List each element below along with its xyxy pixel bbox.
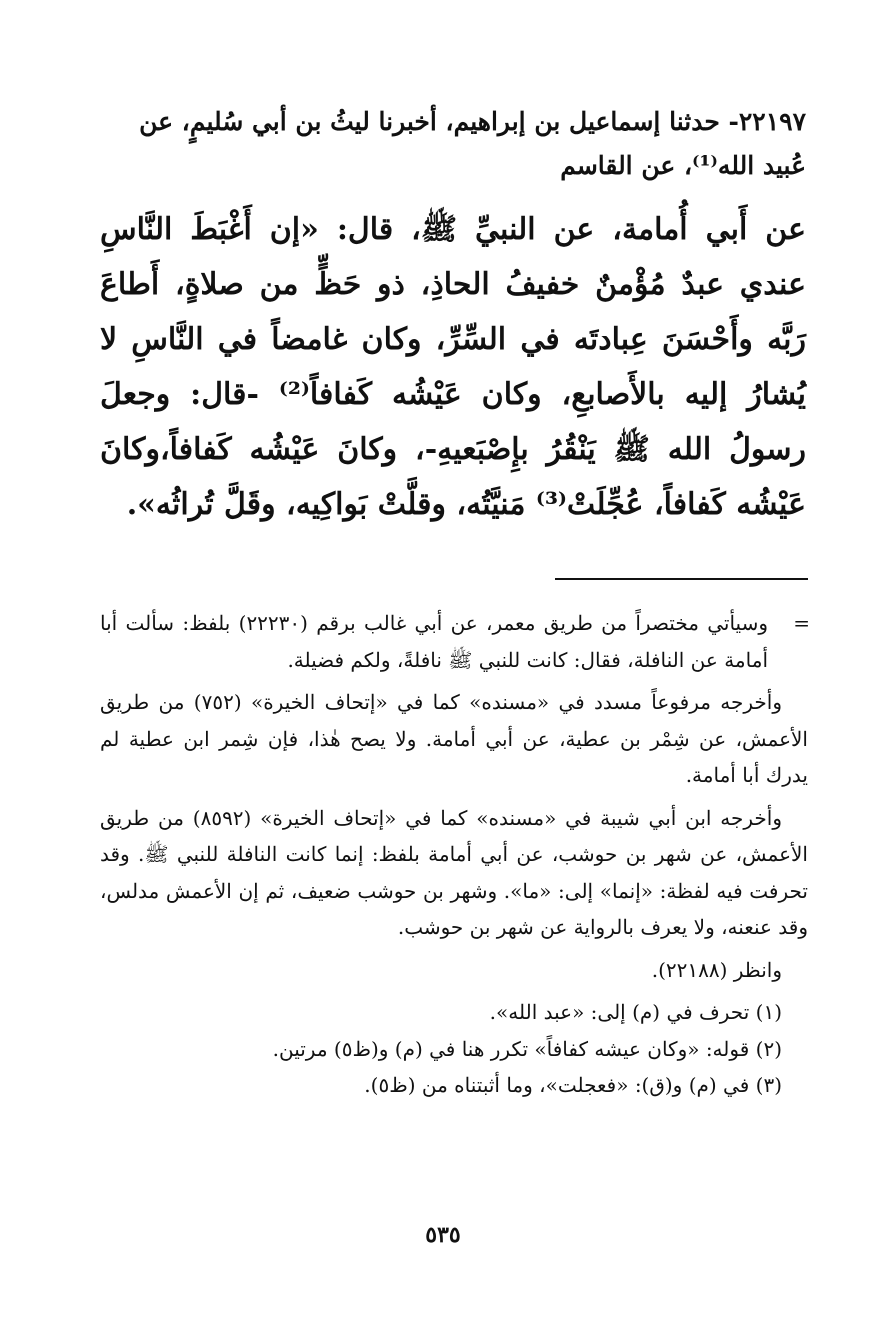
note-para-3: وأخرجه ابن أبي شيبة في «مسنده» كما في «إتحاف الخيرة» (٨٥٩٢) من طريق الأعمش، عن شهر بن حوشب، عن أبي أمامة بلفظ: إنما كانت النافلة للنبي ﷺ. وقد تحرفت فيه لفظة: «إنما» إلى: «ما». وشهر بن حوشب ضعيف، ثم إن الأعمش مدلس، وقد عنعنه، ولا يعرف بالرواية عن شهر بن حوشب. [100,805,808,939]
hadith-matn: عن أَبي أُمامة، عن النبيِّ ﷺ، قال: «إن أَغْبَطَ النَّاسِ عندي عبدٌ مُؤْمنٌ خفيفُ الحاذِ، ذو حَظٍّ من صلاةٍ، أَطاعَ رَبَّه وأَحْسَنَ عِبادتَه في السِّرِّ، وكان غامضاً في النَّاسِ لا يُشارُ إليه بالأَصابعِ، وكان عَيْشُه كَفافاً⁽²⁾ -قال: وجعلَ رسولُ الله ﷺ يَنْقُرُ بإِصْبَعيهِ-، وكانَ عَيْشُه كَفافاً،وكانَ عَيْشُه كَفافاً، عُجِّلَتْ⁽³⁾ مَنيَّتُه، وقلَّتْ بَواكِيه، وقَلَّ تُراثُه». [100,212,806,522]
note-para-2: وأخرجه مرفوعاً مسدد في «مسنده» كما في «إتحاف الخيرة» (٧٥٢) من طريق الأعمش، عن شِمْر بن عطية، عن أبي أمامة. ولا يصح هٰذا، فإن شِمر ابن عطية لم يدرك أبا أمامة. [100,690,808,787]
footnote-1: (١) تحرف في (م) إلى: «عبد الله». [489,1000,782,1024]
continuation-mark: = [793,611,810,635]
footnote-separator [555,578,808,580]
footnote-2: (٢) قوله: «وكان عيشه كفافاً» تكرر هنا في (م) و(ظ٥) مرتين. [272,1036,782,1061]
hadith-isnad: ٢٢١٩٧- حدثنا إسماعيل بن إبراهيم، أخبرنا ليثُ بن أبي سُليمٍ، عن عُبيد الله⁽¹⁾، عن القاسم [139,107,806,180]
footnote-3: (٣) في (م) و(ق): «فعجلت»، وما أثبتناه من (ظ٥). [364,1073,782,1097]
note-para-4: وانظر (٢٢١٨٨). [651,957,782,982]
footnotes [100,605,808,1104]
page-number: ٥٣٥ [425,1222,461,1248]
note-para-1: وسيأتي مختصراً من طريق معمر، عن أبي غالب برقم (٢٢٢٣٠) بلفظ: سألت أبا أمامة عن النافلة، فقال: كانت للنبي ﷺ نافلةً، ولكم فضيلة. [100,611,769,672]
note-continuation [100,605,808,678]
